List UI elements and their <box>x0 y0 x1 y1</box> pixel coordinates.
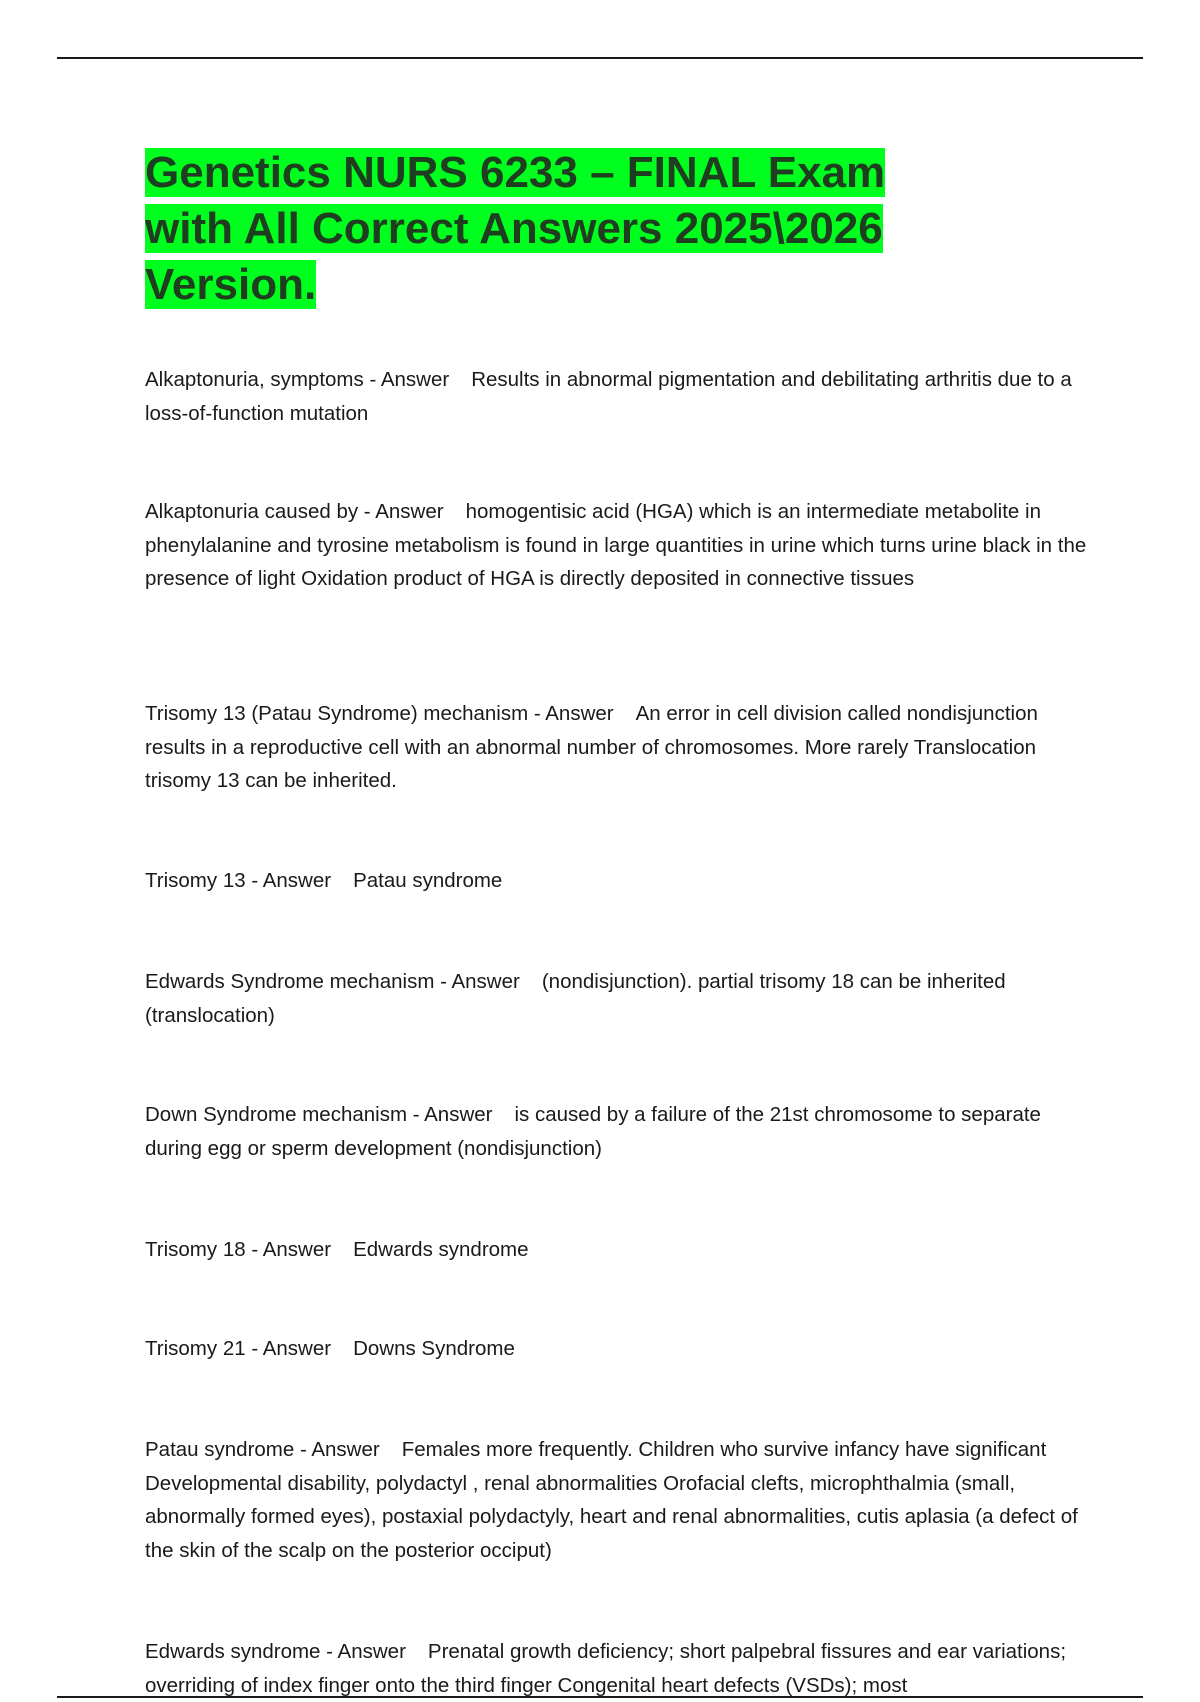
question-text: Edwards syndrome - Answer <box>145 1640 406 1663</box>
answer-text: Results in abnormal pigmentation and debilitating arthritis due to a loss-of-function mutation <box>145 368 1072 425</box>
qa-entry <box>145 864 1090 898</box>
answer-text: is caused by a failure of the 21st chromosome to separate during egg or sperm development (nondisjunction) <box>145 1103 1041 1160</box>
question-text: Trisomy 13 - Answer <box>145 869 332 892</box>
qa-entry <box>145 1233 1090 1267</box>
question-text: Trisomy 18 - Answer <box>145 1238 332 1261</box>
bottom-rule <box>57 1696 1143 1698</box>
qa-entry <box>145 1433 1090 1567</box>
question-text: Edwards Syndrome mechanism - Answer <box>145 970 520 993</box>
answer-text: Prenatal growth deficiency; short palpebral fissures and ear variations; overriding of index finger onto the third finger Congenital heart defects (VSDs); most <box>145 1640 1067 1697</box>
qa-entry <box>145 495 1090 596</box>
answer-text: homogentisic acid (HGA) which is an intermediate metabolite in phenylalanine and tyrosine metabolism is found in large quantities in urine which turns urine black in the presence of light Oxidation product of HGA is directly deposited in connective tissues <box>145 500 1087 590</box>
answer-text: Patau syndrome <box>353 869 503 892</box>
title-highlight: Genetics NURS 6233 – FINAL Exam with All Correct Answers 2025\2026 Version. <box>145 148 886 309</box>
top-rule <box>57 57 1143 59</box>
question-text: Patau syndrome - Answer <box>145 1438 380 1461</box>
answer-text: Edwards syndrome <box>353 1238 529 1261</box>
question-text: Alkaptonuria, symptoms - Answer <box>145 368 450 391</box>
answer-text: Downs Syndrome <box>353 1337 515 1360</box>
question-text: Down Syndrome mechanism - Answer <box>145 1103 493 1126</box>
qa-entry <box>145 1098 1090 1165</box>
qa-entry <box>145 697 1090 798</box>
document-title <box>145 145 985 313</box>
answer-text: (nondisjunction). partial trisomy 18 can be inherited (translocation) <box>145 970 1006 1027</box>
qa-entry <box>145 1635 1090 1702</box>
qa-entry <box>145 965 1090 1032</box>
qa-entry <box>145 1332 1090 1366</box>
answer-text: An error in cell division called nondisjunction results in a reproductive cell with an abnormal number of chromosomes. More rarely Translocation trisomy 13 can be inherited. <box>145 702 1038 792</box>
qa-entry <box>145 363 1090 430</box>
question-text: Trisomy 21 - Answer <box>145 1337 332 1360</box>
question-text: Trisomy 13 (Patau Syndrome) mechanism - Answer <box>145 702 614 725</box>
answer-text: Females more frequently. Children who survive infancy have significant Developmental disability, polydactyl , renal abnormalities Orofacial clefts, microphthalmia (small, abnormally formed eyes), postaxial polydactyly, heart and renal abnormalities, cutis aplasia (a defect of the skin of the scalp on the posterior occiput) <box>145 1438 1078 1562</box>
question-text: Alkaptonuria caused by - Answer <box>145 500 444 523</box>
